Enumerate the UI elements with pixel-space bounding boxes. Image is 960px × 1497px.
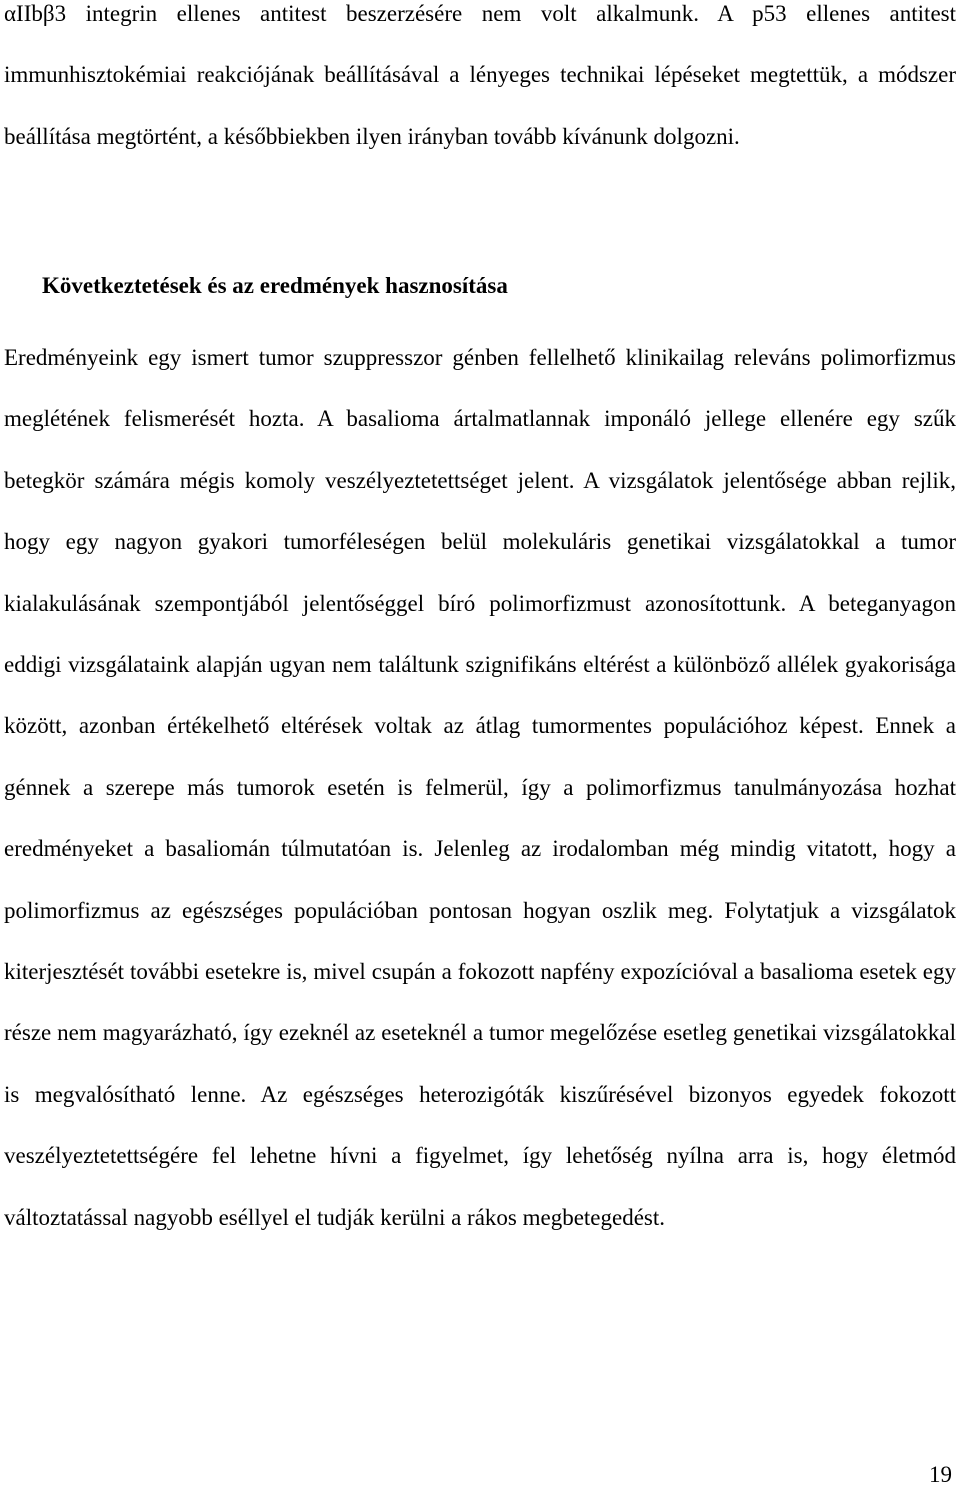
page-number: 19 [929,1462,952,1487]
section-heading: Következtetések és az eredmények hasznosítása [42,273,508,298]
main-paragraph: Eredményeink egy ismert tumor szuppresszor génben fellelhető klinikailag releváns polimorfizmus meglétének felismerését hozta. A basalioma ártalmatlannak imponáló jellege ellenére egy szűk betegkör számára mégis komoly veszélyeztetettséget jelent. A vizsgálatok jelentősége abban rejlik, hogy egy nagyon gyakori tumorféleségen belül molekuláris genetikai vizsgálatokkal a tumor kialakulásának szempontjából jelentőséggel bíró polimorfizmust azonosítottunk. A beteganyagon eddigi vizsgálataink alapján ugyan nem találtunk szignifikáns eltérést a különböző allélek gyakorisága között, azonban értékelhető eltérések voltak az átlag tumormentes populációhoz képest. Ennek a génnek a szerepe más tumorok esetén is felmerül, így a polimorfizmus tanulmányozása hozhat eredményeket a basaliomán túlmutatóan is. Jelenleg az irodalomban még mindig vitatott, hogy a polimorfizmus az egészséges populációban pontosan hogyan oszlik meg. Folytatjuk a vizsgálatok kiterjesztését további esetekre is, mivel csupán a fokozott napfény expozícióval a basalioma esetek egy része nem magyarázható, így ezeknél az eseteknél a tumor megelőzése esetleg genetikai vizsgálatokkal is megvalósítható lenne. Az egészséges heterozigóták kiszűrésével bizonyos egyedek fokozott veszélyeztetettségére fel lehetne hívni a figyelmet, így lehetőség nyílna arra is, hogy életmód változtatással nagyobb eséllyel el tudják kerülni a rákos megbetegedést. [4,345,956,1230]
intro-paragraph: αIIbβ3 integrin ellenes antitest beszerzésére nem volt alkalmunk. A p53 ellenes antitest immunhisztokémiai reakciójának beállításával a lényeges technikai lépéseket megtettük, a módszer beállítása megtörtént, a későbbiekben ilyen irányban tovább kívánunk dolgozni. [4,1,956,149]
